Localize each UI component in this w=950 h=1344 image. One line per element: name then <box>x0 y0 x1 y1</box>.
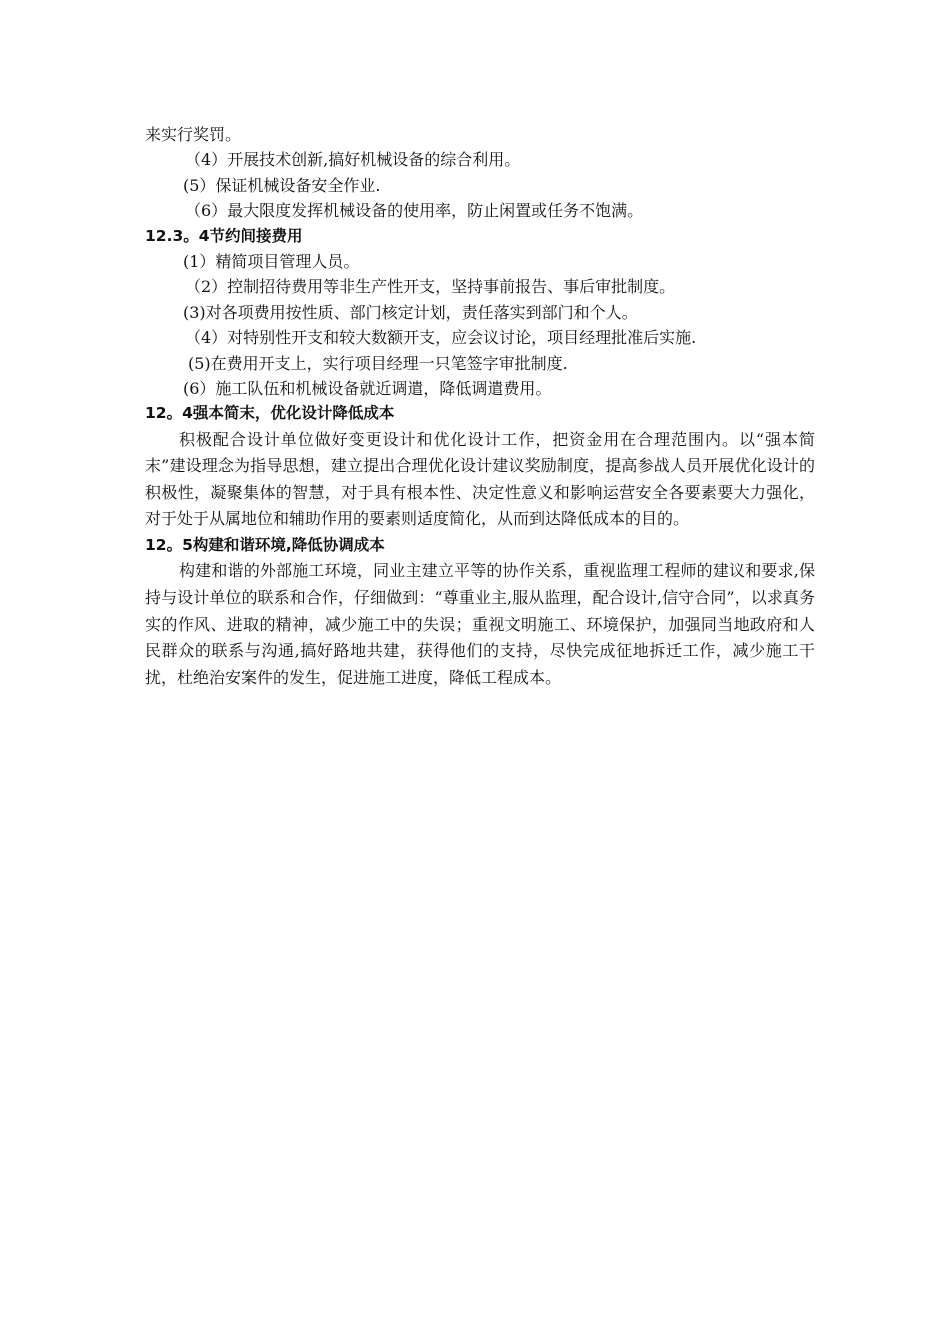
section-heading-12-4: 12。4强本简末，优化设计降低成本 <box>145 404 395 423</box>
list-item: （2）控制招待费用等非生产性开支，坚持事前报告、事后审批制度。 <box>185 277 676 297</box>
list-item: (1）精简项目管理人员。 <box>183 251 360 271</box>
list-item: （4）对特别性开支和较大数额开支，应会议讨论，项目经理批准后实施. <box>185 328 697 348</box>
list-item: (5）保证机械设备安全作业. <box>183 175 381 195</box>
section-paragraph-12-5: 构建和谐的外部施工环境，同业主建立平等的协作关系，重视监理工程师的建议和要求,保持与设计单位的联系和合作，仔细做到：“尊重业主,服从监理，配合设计,信守合同”，以求真务实的作风、进取的精神，减少施工中的失误；重视文明施工、环境保护，加强同当地政府和人民群众的联系与沟通,搞好路地共建，获得他们的支持，尽快完成征地拆迁工作，减少施工干扰，杜绝治安案件的发生，促进施工进度，降低工程成本。 <box>145 561 815 687</box>
list-item: (5)在费用开支上，实行项目经理一只笔签字审批制度. <box>188 353 568 373</box>
section-heading-12-3-4: 12.3。4节约间接费用 <box>145 226 303 245</box>
list-item: （4）开展技术创新,搞好机械设备的综合利用。 <box>185 150 521 170</box>
list-item: (3)对各项费用按性质、部门核定计划，责任落实到部门和个人。 <box>183 302 638 322</box>
section-paragraph-12-4: 积极配合设计单位做好变更设计和优化设计工作，把资金用在合理范围内。以“强本简末”建设理念为指导思想，建立提出合理优化设计建议奖励制度，提高参战人员开展优化设计的积极性，凝聚集体的智慧，对于具有根本性、决定性意义和影响运营安全各要素要大力强化，对于处于从属地位和辅助作用的要素则适度简化，从而到达降低成本的目的。 <box>145 429 815 529</box>
list-item: (6）施工队伍和机械设备就近调遣，降低调遣费用。 <box>183 378 552 398</box>
continuation-line: 来实行奖罚。 <box>145 125 242 144</box>
section-heading-12-5: 12。5构建和谐环境,降低协调成本 <box>145 536 385 555</box>
list-item: （6）最大限度发挥机械设备的使用率，防止闲置或任务不饱满。 <box>185 201 644 221</box>
document-body <box>145 122 815 691</box>
